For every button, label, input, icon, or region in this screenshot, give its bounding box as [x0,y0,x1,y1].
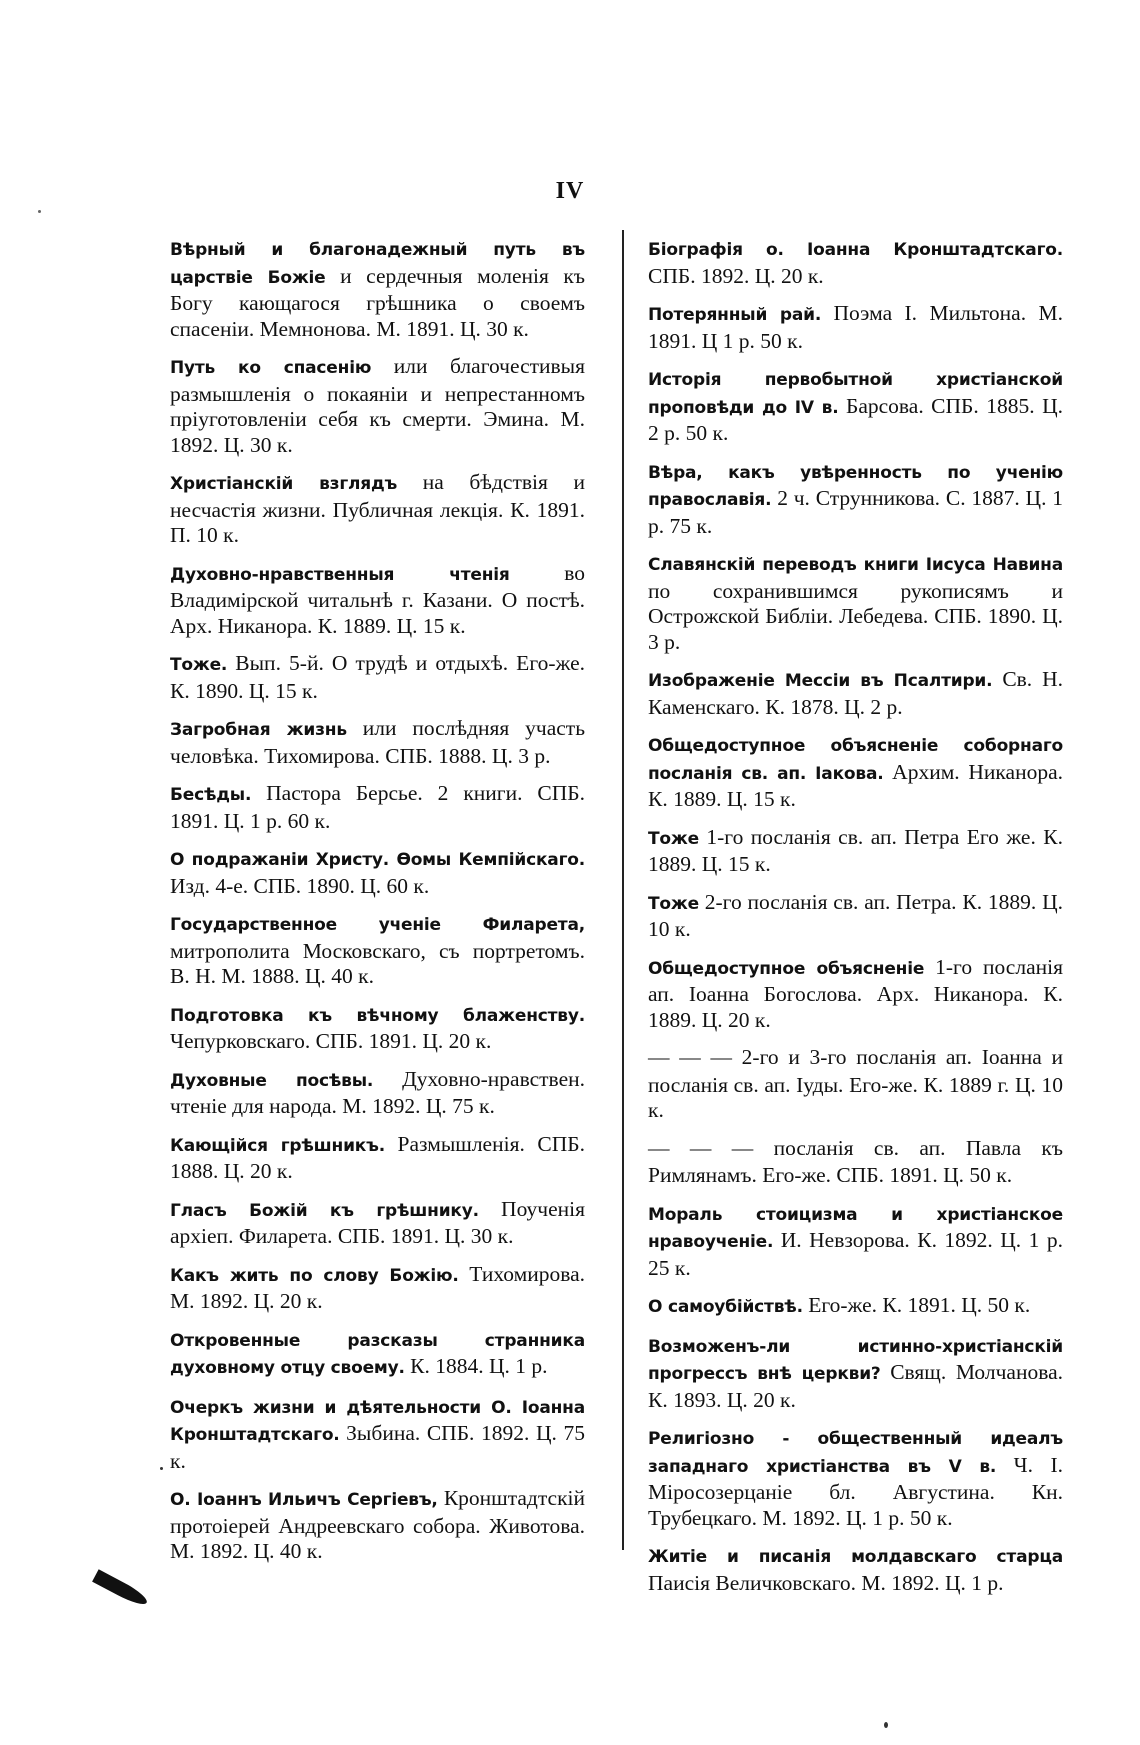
catalog-entry [170,716,585,769]
entry-description: — — — посланія св. ап. Павла къ Римлянамъ. Его-же. СПБ. 1891. Ц. 50 к. [648,1135,1063,1187]
catalog-entry [170,846,585,899]
entry-title: Исторія первобытной христіанской проповѣди до IV в. [648,370,1063,418]
entry-description: и сердечныя моленія къ Богу кающагося грѣшника о своемъ спасеніи. Мемнонова. М. 1891. Ц. 30 к. [170,263,585,341]
entry-description: СПБ. 1892. Ц. 20 к. [648,263,824,288]
catalog-entry [648,1045,1063,1124]
entry-title: Какъ жить по слову Божію. [170,1265,459,1286]
catalog-entry [170,1327,585,1382]
entry-description: на бѣдствія и несчастія жизни. Публичная лекція. К. 1891. П. 10 к. [170,470,586,547]
entry-description: 2-го посланія св. ап. Петра. К. 1889. Ц. 10 к. [648,889,1063,941]
catalog-entry [648,1425,1063,1531]
entry-description: Ч. І. Міросозерцаніе бл. Августина. Кн. Трубецкаго. М. 1892. Ц. 1 р. 50 к. [648,1452,1063,1530]
catalog-entry [648,732,1063,813]
entry-title: Подготовка къ вѣчному блаженству. [170,1005,585,1026]
catalog-entry [170,911,585,990]
catalog-entry [648,459,1063,540]
entry-description: Паисія Величковскаго. М. 1892. Ц. 1 р. [648,1570,1004,1595]
entry-title: Откровенные разсказы странника духовному отцу своему. [170,1330,585,1378]
entry-description: Вып. 5-й. О трудѣ и отдыхѣ. Его-же. К. 1890. Ц. 15 к. [170,651,585,703]
entry-title: Христіанскій взглядъ [170,474,398,494]
ink-mark-decoration [92,1569,150,1609]
entry-description: Его-же. К. 1891. Ц. 50 к. [802,1293,1031,1317]
entry-description: Изд. 4-е. СПБ. 1890. Ц. 60 к. [170,873,430,898]
ink-speck [160,1467,163,1470]
entry-description: Духовно-нравствен. чтеніе для народа. М. 1892. Ц. 75 к. [170,1066,585,1118]
entry-title: Біографія о. Іоанна Кронштадтскаго. [648,240,1063,260]
catalog-entry [648,667,1063,720]
entry-title: Государственное ученіе Филарета, [170,915,585,935]
entry-description: или благочестивыя размышленія о покаяніи и непрестанномъ пріуготовленіи себя къ смерти. Эмина. М. 1892. Ц. 30 к. [170,354,585,457]
catalog-entry [170,1262,585,1315]
left-column [170,236,585,1577]
catalog-entry [170,354,585,458]
catalog-entry [648,955,1063,1034]
right-column [648,236,1063,1608]
catalog-entry [170,236,585,342]
entry-title: Путь ко спасенію [170,358,372,378]
catalog-entry [648,1293,1063,1321]
entry-title: Кающійся грѣшникъ. [170,1135,385,1156]
entry-description: Тихомирова. М. 1892. Ц. 20 к. [170,1261,586,1313]
entry-title: Духовные посѣвы. [170,1070,374,1091]
entry-title: О самоубійствѣ. [648,1297,803,1317]
ink-speck [38,210,41,213]
entry-title: Мораль стоицизма и христіанское нравоученіе. [648,1204,1063,1252]
column-divider [622,230,624,1550]
entry-description: Свящ. Молчанова. К. 1893. Ц. 20 к. [648,1360,1064,1412]
entry-description: Пастора Берсье. 2 книги. СПБ. 1891. Ц. 1 р. 60 к. [170,781,585,833]
entry-description: 1-го посланія св. ап. Петра Его же. К. 1889. Ц. 15 к. [648,824,1063,876]
catalog-entry [170,1486,585,1565]
catalog-entry [648,301,1063,354]
entry-title: Вѣрный и благонадежный путь въ царствіе Божіе [170,240,585,288]
entry-description: Барсова. СПБ. 1885. Ц. 2 р. 50 к. [648,393,1063,445]
entry-title: Возможенъ-ли истинно-христіанскій прогрессъ внѣ церкви? [648,1336,1063,1384]
entry-title: Религіозно - общественный идеалъ западнаго христіанства въ V в. [648,1429,1063,1477]
entry-title: Очеркъ жизни и дѣятельности О. Іоанна Кронштадтскаго. [170,1397,585,1445]
entry-description: — — — 2-го и 3-го посланія ап. Іоанна и посланія св. ап. Іуды. Его-же. К. 1889 г. Ц. 10 к. [648,1045,1063,1122]
catalog-entry [648,825,1063,878]
entry-title: Загробная жизнь [170,720,347,740]
ink-speck [884,1722,888,1728]
catalog-entry [648,236,1063,289]
entry-title: О. Іоаннъ Ильичъ Сергіевъ, [170,1490,438,1510]
entry-title: Тоже [648,828,699,849]
catalog-entry [648,1543,1063,1596]
entry-title: О подражаніи Христу. Ѳомы Кемпійскаго. [170,850,585,870]
entry-title: Потерянный рай. [648,305,822,325]
entry-description: Размышленія. СПБ. 1888. Ц. 20 к. [170,1131,585,1183]
catalog-entry [648,551,1063,655]
entry-title: Вѣра, какъ увѣренность по ученію православія. [648,462,1063,510]
catalog-entry [170,651,585,704]
entry-description: 2 ч. Струнникова. С. 1887. Ц. 1 р. 75 к. [648,486,1063,538]
entry-description: Чепурковскаго. СПБ. 1891. Ц. 20 к. [170,1029,492,1053]
entry-description: 1-го посланія ап. Іоанна Богослова. Арх. Никанора. К. 1889. Ц. 20 к. [648,954,1063,1032]
catalog-entry [648,890,1063,943]
entry-title: Славянскій переводъ книги Іисуса Навина [648,555,1063,575]
entry-description: И. Невзорова. К. 1892. Ц. 1 р. 25 к. [648,1228,1063,1280]
catalog-entry [170,561,585,640]
catalog-entry [170,1067,585,1120]
catalog-entry [170,1197,585,1250]
entry-title: Бесѣды. [170,785,252,805]
catalog-entry [170,470,585,549]
entry-title: Тоже [648,893,699,914]
catalog-entry [170,1132,585,1185]
entry-title: Гласъ Божій къ грѣшнику. [170,1200,479,1221]
entry-title: Общедоступное объясненіе соборнаго посланія св. ап. Іакова. [648,736,1063,784]
entry-description: митрополита Московскаго, съ портретомъ. В. Н. М. 1888. Ц. 40 к. [170,938,585,988]
catalog-entry [648,1136,1063,1189]
page-number: IV [555,178,585,204]
entry-description: во Владимірской читальнѣ г. Казани. О постѣ. Арх. Никанора. К. 1889. Ц. 15 к. [170,560,585,638]
entry-title: Житіе и писанія молдавскаго старца [648,1547,1063,1567]
entry-title: Духовно-нравственныя чтенія [170,564,510,585]
entry-description: Поученія архіеп. Филарета. СПБ. 1891. Ц. 30 к. [170,1196,585,1248]
catalog-entry [648,1333,1063,1414]
catalog-entry [648,366,1063,447]
catalog-entry [648,1201,1063,1282]
entry-title: Общедоступное объясненіе [648,958,925,979]
entry-description: К. 1884. Ц. 1 р. [404,1354,548,1378]
entry-description: по сохранившимся рукописямъ и Острожской Библіи. Лебедева. СПБ. 1890. Ц. 3 р. [648,578,1063,654]
entry-title: Изображеніе Мессіи въ Псалтири. [648,671,993,691]
entry-description: или послѣдняя участь человѣка. Тихомирова. СПБ. 1888. Ц. 3 р. [170,716,585,768]
entry-description: Поэма І. Мильтона. М. 1891. Ц 1 р. 50 к. [648,301,1063,353]
catalog-entry [170,1394,585,1475]
catalog-entry [170,1002,585,1055]
entry-description: Кронштадтскій протоіерей Андреевскаго собора. Животова. М. 1892. Ц. 40 к. [170,1486,585,1563]
entry-description: Св. Н. Каменскаго. К. 1878. Ц. 2 р. [648,667,1063,719]
entry-description: Зыбина. СПБ. 1892. Ц. 75 к. [170,1421,585,1473]
catalog-entry [170,781,585,834]
entry-title: Тоже. [170,655,228,675]
entry-description: Архим. Никанора. К. 1889. Ц. 15 к. [648,759,1063,811]
